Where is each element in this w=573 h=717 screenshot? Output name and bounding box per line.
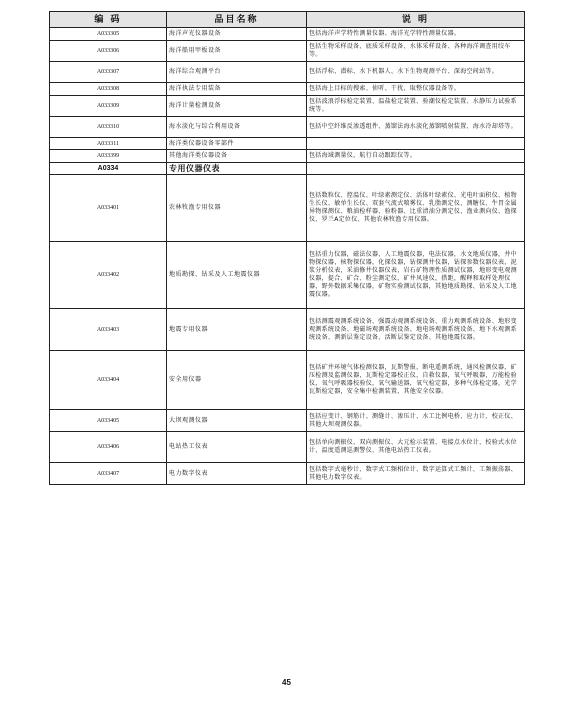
header-desc: 说 明 xyxy=(307,12,525,28)
table-row xyxy=(50,41,525,62)
item-description xyxy=(307,138,525,150)
table-row xyxy=(50,150,525,163)
item-name: 海洋执法专用装备 xyxy=(167,83,307,96)
item-name: 安全用仪器 xyxy=(167,351,307,410)
item-name: 大坝观测仪器 xyxy=(167,410,307,432)
table-header-row xyxy=(50,12,525,28)
item-code: A033399 xyxy=(50,150,167,163)
item-code: A033311 xyxy=(50,138,167,150)
item-description xyxy=(307,163,525,175)
table-row xyxy=(50,62,525,83)
table-row xyxy=(50,432,525,463)
item-name: 专用仪器仪表 xyxy=(167,163,307,175)
item-code: A033306 xyxy=(50,41,167,62)
page-number: 45 xyxy=(282,678,291,687)
item-description: 包括浮标、潜标、水下机器人、水下生物观测平台、深海空间站等。 xyxy=(307,62,525,83)
table-row xyxy=(50,117,525,138)
item-code: A033407 xyxy=(50,463,167,485)
item-name: 海洋类仪器设备零部件 xyxy=(167,138,307,150)
table-body xyxy=(50,28,525,485)
item-code: A033309 xyxy=(50,96,167,117)
item-description: 包括数字式毫秒计、数字式工频相位计、数字运算式工频计、工频振荡器、其他电力数字仪表。 xyxy=(307,463,525,485)
item-name: 海水淡化与综合利用设备 xyxy=(167,117,307,138)
item-description: 包括生物采样设备、底质采样设备、水体采样设备、各种海洋调查用绞车等。 xyxy=(307,41,525,62)
table-row xyxy=(50,175,525,242)
item-name: 海洋计量检测设备 xyxy=(167,96,307,117)
item-description: 包括中空纤维反渗透组件、蒸馏法海水淡化蒸馏喷射装置、海水冷却塔等。 xyxy=(307,117,525,138)
item-description: 包括测震观测系统设备、强震动观测系统设备、重力观测系统设备、地形变观测系统设备、地磁场观测系统设备、地电场观测系统设备、地下水观测系统设备、测新层鉴定设备、活断层鉴定设备、其他地震仪器。 xyxy=(307,309,525,351)
table-row xyxy=(50,242,525,309)
table-row xyxy=(50,83,525,96)
item-code: A033404 xyxy=(50,351,167,410)
item-code: A033403 xyxy=(50,309,167,351)
item-name: 其他海洋类仪器设备 xyxy=(167,150,307,163)
item-description: 包括海域测量仪，航行自动跟踪仪等。 xyxy=(307,150,525,163)
item-description: 包括数粒仪、控温仪、叶绿素测定仪、活体叶绿素仪、光电叶面积仪、植物生长仪、敏单生长仪、双套气流式喷雾仪、乳脂测定仪、测糖仪、牛胃金属异物探测仪、粮油检样器、验粉器、比重清油分测定仪、渔业测向仪、渔探仪、罗兰A定位仪、其他农林牧渔专用仪器。 xyxy=(307,175,525,242)
item-name: 电站热工仪表 xyxy=(167,432,307,463)
item-description: 包括海洋声学特性测量仪器、海洋光学特性测量仪器。 xyxy=(307,28,525,41)
item-description: 包括单向测振仪、双向测振仪、大元检示装置、电接点水位计、校验式水位计、温度遥测巡测警仪、其他电站热工仪表。 xyxy=(307,432,525,463)
table-row xyxy=(50,351,525,410)
item-name: 农林牧渔专用仪器 xyxy=(167,175,307,242)
item-name: 海洋综合观测平台 xyxy=(167,62,307,83)
item-code: A033405 xyxy=(50,410,167,432)
item-description: 包括重力仪器，磁法仪器，人工地震仪器，电法仪器，水文地质仪器，井中物探仪器，核物探仪器，化探仪器，钻探测井仪器，钻探参数仪器仪表，泥浆分析仪表，采油修井仪器仪表，岩石矿物理性质测试仪器，地形变电观测仪器，提合、矿合、粉尘测定仪，矿井风速仪，措距，醒释和取样处理仪器，野外数据采集仪器，矿物实验测试仪器，其他地质勘探、钻采及人工地震仪器。 xyxy=(307,242,525,309)
item-name: 地质勘探、钻采及人工地震仪器 xyxy=(167,242,307,309)
item-code: A033310 xyxy=(50,117,167,138)
item-name: 地震专用仪器 xyxy=(167,309,307,351)
item-code: A033305 xyxy=(50,28,167,41)
header-name: 品目名称 xyxy=(167,12,307,28)
item-description: 包括波浪浮标检定装置、温盐检定装置、验潮仪检定装置、水静压力试验系统等。 xyxy=(307,96,525,117)
catalog-table xyxy=(49,11,525,485)
item-description: 包括应变计、钢筋计、测缝计、渗压计、水工比例电桥、应力计、校正仪、其他大坝观测仪器。 xyxy=(307,410,525,432)
item-code: A033307 xyxy=(50,62,167,83)
table-row xyxy=(50,410,525,432)
item-code: A033401 xyxy=(50,175,167,242)
section-row xyxy=(50,163,525,175)
item-name: 电力数字仪表 xyxy=(167,463,307,485)
item-code: A0334 xyxy=(50,163,167,175)
table-row xyxy=(50,463,525,485)
table-row xyxy=(50,138,525,150)
item-code: A033308 xyxy=(50,83,167,96)
item-code: A033402 xyxy=(50,242,167,309)
item-description: 包括海上目标的搜索、侦听、干扰、取整仪器设备等。 xyxy=(307,83,525,96)
item-name: 海洋船用甲板设备 xyxy=(167,41,307,62)
table-row xyxy=(50,28,525,41)
table-row xyxy=(50,309,525,351)
item-description: 包括矿井环境气体检测仪器，瓦斯警报，断电遥测系统，通风检测仪器，矿压检测及监测仪器，瓦斯检定器校正仪，自救仪器，氧气呼吸器，万能检验仪，氧气呼吸器校验仪，氧气输送器，氧气检定器，多种气体检定器，光学瓦斯检定器，安全集中检测装置，其他安全仪器。 xyxy=(307,351,525,410)
table-row xyxy=(50,96,525,117)
item-code: A033406 xyxy=(50,432,167,463)
item-name: 海洋声光仪器设备 xyxy=(167,28,307,41)
header-code: 编 码 xyxy=(50,12,167,28)
